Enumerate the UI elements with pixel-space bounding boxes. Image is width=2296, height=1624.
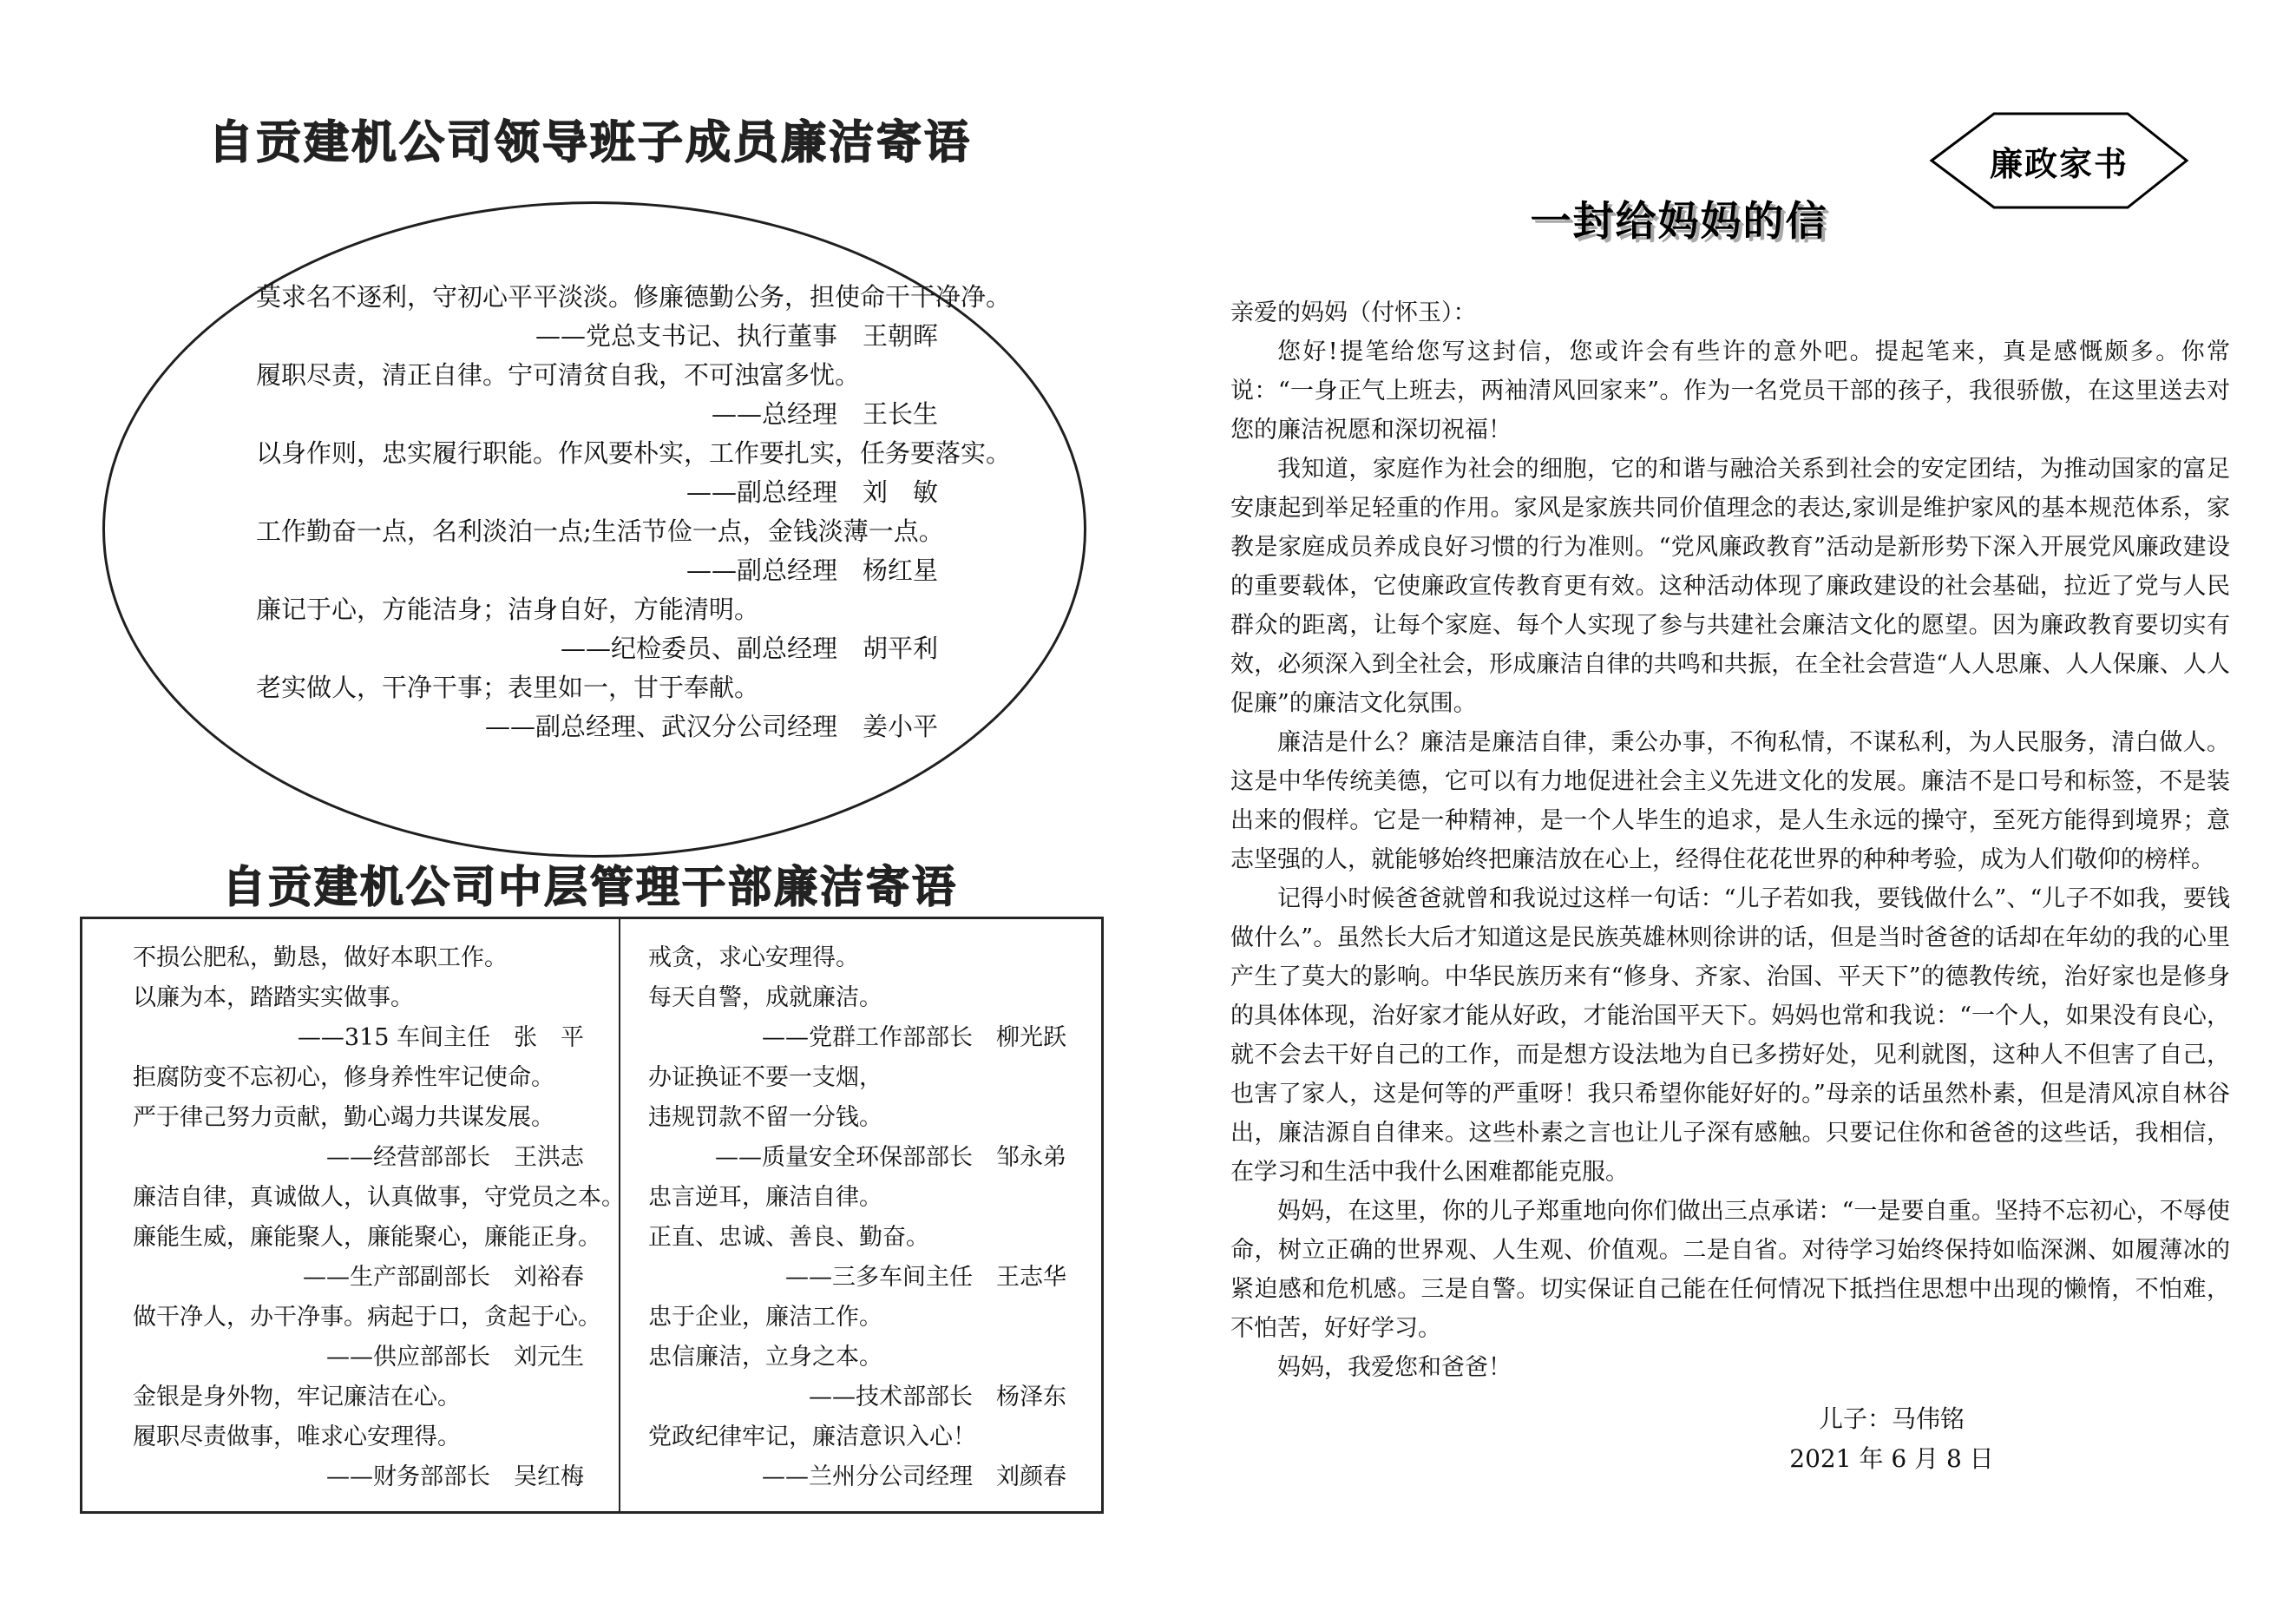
leader-quote: 老实做人，干净干事；表里如一，甘于奉献。 <box>256 673 760 702</box>
leaders-section-title: 自贡建机公司领导班子成员廉洁寄语 <box>207 117 972 169</box>
middle-manager-line: ——兰州分公司经理 刘颜春 <box>762 1463 1066 1490</box>
middle-manager-line: 党政纪律牢记，廉洁意识入心！ <box>648 1423 976 1450</box>
middle-manager-line: 严于律己努力贡献，勤心竭力共谋发展。 <box>133 1104 554 1131</box>
family-letter-badge <box>1928 109 2190 212</box>
letter-paragraph: 妈妈，在这里，你的儿子郑重地向你们做出三点承诺：“一是要自重。坚持不忘初心，不辱使命，树立正确的世界观、人生观、价值观。二是自省。对待学习始终保持如临深渊、如履薄冰的紧迫感和危机感。三是自警。切实保证自己能在任何情况下抵挡住思想中出现的懒惰，不怕难，不怕苦，好好学习。 <box>1230 1198 2230 1342</box>
middle-manager-line: ——经营部部长 王洪志 <box>326 1144 584 1171</box>
letter-paragraph: 妈妈，我爱您和爸爸！ <box>1277 1354 1512 1381</box>
leader-attribution: ——党总支书记、执行董事 王朝晖 <box>535 321 938 351</box>
middle-manager-line: 忠于企业，廉洁工作。 <box>648 1304 882 1331</box>
middle-manager-line: 不损公肥私，勤恳，做好本职工作。 <box>133 944 508 971</box>
leaders-message-list <box>256 278 1012 746</box>
middle-manager-line: ——供应部部长 刘元生 <box>326 1344 584 1371</box>
letter-signature-block <box>1649 1399 2135 1479</box>
letter-salutation: 亲爱的妈妈（付怀玉）： <box>1230 299 1477 326</box>
middle-managers-right-column <box>620 919 1101 1511</box>
middle-manager-line: ——315 车间主任 张 平 <box>297 1024 584 1051</box>
leader-attribution: ——副总经理 刘 敏 <box>686 477 938 507</box>
letter-title: 一封给妈妈的信 <box>1530 198 1828 246</box>
middle-manager-line: 拒腐防变不忘初心，修身养性牢记使命。 <box>133 1064 554 1091</box>
middle-manager-line: 金银是身外物，牢记廉洁在心。 <box>133 1384 461 1410</box>
middle-manager-line: ——技术部部长 杨泽东 <box>809 1384 1066 1410</box>
middle-manager-line: 做干净人，办干净事。病起于口，贪起于心。 <box>133 1304 601 1331</box>
middle-manager-line: 以廉为本，踏踏实实做事。 <box>133 984 414 1011</box>
letter-date: 2021 年 6 月 8 日 <box>1789 1444 1994 1473</box>
middle-manager-line: 廉洁自律，真诚做人，认真做事，守党员之本。 <box>133 1184 625 1211</box>
middle-manager-line: 办证换证不要一支烟， <box>648 1064 882 1091</box>
letter-paragraph: 记得小时候爸爸就曾和我说过这样一句话：“儿子若如我，要钱做什么”、“儿子不如我，要钱做什么”。虽然长大后才知道这是民族英雄林则徐讲的话，但是当时爸爸的话却在年幼的我的心里产生了莫大的影响。中华民族历来有“修身、齐家、治国、平天下”的德教传统，治好家也是修身的具体体现，治好家才能从好政，才能治国平天下。妈妈也常和我说：“一个人，如果没有良心，就不会去干好自己的工作，而是想方设法地为自已多捞好处，见利就图，这种人不但害了自己，也害了家人，这是何等的严重呀！我只希望你能好好的。”母亲的话虽然朴素，但是清风凉自林谷出，廉洁源自自律来。这些朴素之言也让儿子深有感触。只要记住你和爸爸的这些话，我相信，在学习和生活中我什么困难都能克服。 <box>1230 885 2230 1186</box>
middle-manager-line: 违规罚款不留一分钱。 <box>648 1104 882 1131</box>
middle-manager-line: 每天自警，成就廉洁。 <box>648 984 882 1011</box>
middle-manager-line: 忠言逆耳，廉洁自律。 <box>648 1184 882 1211</box>
middle-manager-line: 戒贪，求心安理得。 <box>648 944 859 971</box>
middle-manager-line: ——三多车间主任 王志华 <box>785 1264 1066 1291</box>
middle-manager-line: 廉能生威，廉能聚人，廉能聚心，廉能正身。 <box>133 1224 601 1251</box>
letter-paragraph: 我知道，家庭作为社会的细胞，它的和谐与融洽关系到社会的安定团结，为推动国家的富足安康起到举足轻重的作用。家风是家族共同价值理念的表达,家训是维护家风的基本规范体系，家教是家庭成员养成良好习惯的行为准则。“党风廉政教育”活动是新形势下深入开展党风廉政建设的重要载体，它使廉政宣传教育更有效。这种活动体现了廉政建设的社会基础，拉近了党与人民群众的距离，让每个家庭、每个人实现了参与共建社会廉洁文化的愿望。因为廉政教育要切实有效，必须深入到全社会，形成廉洁自律的共鸣和共振，在全社会营造“人人思廉、人人保廉、人人促廉”的廉洁文化氛围。 <box>1230 456 2230 717</box>
leader-quote: 工作勤奋一点，名利淡泊一点;生活节俭一点，金钱淡薄一点。 <box>256 516 944 546</box>
leader-attribution: ——纪检委员、副总经理 胡平利 <box>560 634 938 663</box>
leader-quote: 廉记于心，方能洁身；洁身自好，方能清明。 <box>256 595 760 624</box>
middle-managers-left-column <box>82 919 625 1511</box>
middle-manager-line: ——生产部副部长 刘裕春 <box>303 1264 584 1291</box>
leader-attribution: ——副总经理、武汉分公司经理 姜小平 <box>484 712 938 741</box>
middle-managers-box <box>80 917 1104 1514</box>
middle-manager-line: ——党群工作部部长 柳光跃 <box>762 1024 1066 1051</box>
middle-manager-line: 忠信廉洁，立身之本。 <box>648 1344 882 1371</box>
leader-quote: 履职尽责，清正自律。宁可清贫自我，不可浊富多忧。 <box>256 360 861 390</box>
letter-paragraph: 您好!提笔给您写这封信，您或许会有些许的意外吧。提起笔来，真是感慨颇多。你常说：“一身正气上班去，两袖清风回家来”。作为一名党员干部的孩子，我很骄傲，在这里送去对您的廉洁祝愿和深切祝福！ <box>1230 339 2230 444</box>
middle-manager-line: ——质量安全环保部部长 邹永弟 <box>715 1144 1066 1171</box>
leader-attribution: ——总经理 王长生 <box>711 399 938 429</box>
leader-quote: 以身作则，忠实履行职能。作风要朴实，工作要扎实，任务要落实。 <box>256 438 1012 468</box>
badge-label: 廉政家书 <box>1989 143 2129 183</box>
letter-paragraph-list <box>1230 332 2230 1387</box>
letter-signature: 儿子：马伟铭 <box>1818 1404 1965 1433</box>
middle-manager-line: 正直、忠诚、善良、勤奋。 <box>648 1224 929 1251</box>
middle-managers-section-title: 自贡建机公司中层管理干部廉洁寄语 <box>222 862 958 912</box>
middle-manager-line: 履职尽责做事，唯求心安理得。 <box>133 1423 461 1450</box>
letter-paragraph: 廉洁是什么？廉洁是廉洁自律，秉公办事，不徇私情，不谋私利，为人民服务，清白做人。这是中华传统美德，它可以有力地促进社会主义先进文化的发展。廉洁不是口号和标签，不是装出来的假样。它是一种精神，是一个人毕生的追求，是人生永远的操守，至死方能得到境界；意志坚强的人，就能够始终把廉洁放在心上，经得住花花世界的种种考验，成为人们敬仰的榜样。 <box>1230 729 2230 873</box>
middle-manager-line: ——财务部部长 吴红梅 <box>326 1463 584 1490</box>
leader-quote: 莫求名不逐利，守初心平平淡淡。修廉德勤公务，担使命干干净净。 <box>256 282 1012 312</box>
leader-attribution: ——副总经理 杨红星 <box>686 556 938 585</box>
letter-body <box>1230 293 2230 1387</box>
